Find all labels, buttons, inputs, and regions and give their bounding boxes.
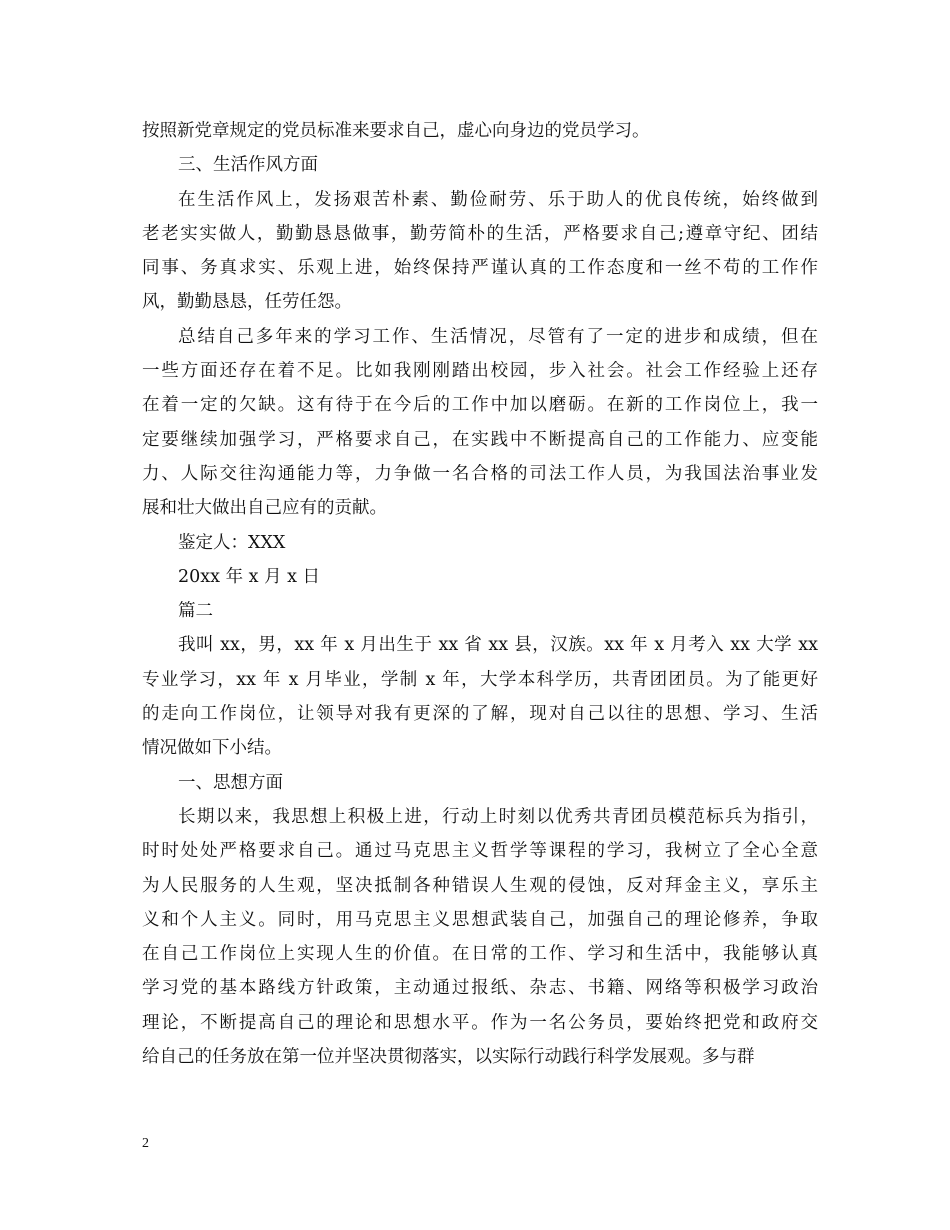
text-line: 情况做如下小结。 xyxy=(142,738,282,759)
text-line: 义和个人主义。同时，用马克思主义思想武装自己，加强自己的理论修养，争取 xyxy=(142,909,818,930)
text-line: 在着一定的欠缺。这有待于在今后的工作中加以磨砺。在新的工作岗位上，我一 xyxy=(142,395,818,416)
text-line: 展和壮大做出自己应有的贡献。 xyxy=(142,498,387,519)
text-line: 同事、务真求实、乐观上进，始终保持严谨认真的工作态度和一丝不苟的工作作 xyxy=(142,258,818,279)
text-line: 在自己工作岗位上实现人生的价值。在日常的工作、学习和生活中，我能够认真 xyxy=(142,944,818,965)
paragraph-p6 xyxy=(142,560,818,594)
text-line: 学习党的基本路线方针政策，主动通过报纸、杂志、书籍、网络等积极学习政治 xyxy=(142,978,818,999)
paragraph-p1 xyxy=(142,114,818,148)
text-line: 力、人际交往沟通能力等，力争做一名合格的司法工作人员，为我国法治事业发 xyxy=(142,463,818,484)
text-line: 总结自己多年来的学习工作、生活情况，尽管有了一定的进步和成绩，但在 xyxy=(178,326,818,347)
text-line: 专业学习，xx 年 x 月毕业，学制 x 年，大学本科学历，共青团团员。为了能更好 xyxy=(142,669,818,690)
paragraph-p3 xyxy=(142,183,818,320)
text-line: 一些方面还存在着不足。比如我刚刚踏出校园，步入社会。社会工作经验上还存 xyxy=(142,361,818,382)
text-line: 的走向工作岗位，让领导对我有更深的了解，现对自己以往的思想、学习、生活 xyxy=(142,704,818,725)
paragraph-p2 xyxy=(142,148,818,182)
text-line: 在生活作风上，发扬艰苦朴素、勤俭耐劳、乐于助人的优良传统，始终做到 xyxy=(178,189,818,210)
text-line: 定要继续加强学习，严格要求自己，在实践中不断提高自己的工作能力、应变能 xyxy=(142,429,818,450)
paragraph-p5 xyxy=(142,526,818,560)
text-line: 一、思想方面 xyxy=(178,772,283,793)
paragraph-p8 xyxy=(142,628,818,765)
page-number: 2 xyxy=(142,1136,149,1151)
document-body xyxy=(142,114,818,1074)
text-line: 给自己的任务放在第一位并坚决贯彻落实，以实际行动践行科学发展观。多与群 xyxy=(142,1047,755,1068)
paragraph-p10 xyxy=(142,800,818,1074)
paragraph-p4 xyxy=(142,320,818,526)
text-line: 鉴定人：XXX xyxy=(178,532,286,553)
text-line: 20xx 年 x 月 x 日 xyxy=(178,566,321,587)
text-line: 理论，不断提高自己的理论和思想水平。作为一名公务员，要始终把党和政府交 xyxy=(142,1012,818,1033)
paragraph-p9 xyxy=(142,766,818,800)
text-line: 风，勤勤恳恳，任劳任怨。 xyxy=(142,292,352,313)
text-line: 我叫 xx，男，xx 年 x 月出生于 xx 省 xx 县，汉族。xx 年 x 月考入 xx 大学 xx xyxy=(178,635,818,656)
text-line: 长期以来，我思想上积极上进，行动上时刻以优秀共青团员模范标兵为指引， xyxy=(178,806,818,827)
text-line: 时时处处严格要求自己。通过马克思主义哲学等课程的学习，我树立了全心全意 xyxy=(142,841,818,862)
text-line: 为人民服务的人生观，坚决抵制各种错误人生观的侵蚀，反对拜金主义，享乐主 xyxy=(142,875,818,896)
text-line: 三、生活作风方面 xyxy=(178,155,318,176)
text-line: 篇二 xyxy=(178,601,213,622)
text-line: 老老实实做人，勤勤恳恳做事，勤劳简朴的生活，严格要求自己;遵章守纪、团结 xyxy=(142,223,818,244)
text-line: 按照新党章规定的党员标准来要求自己，虚心向身边的党员学习。 xyxy=(142,121,650,141)
paragraph-p7 xyxy=(142,594,818,628)
